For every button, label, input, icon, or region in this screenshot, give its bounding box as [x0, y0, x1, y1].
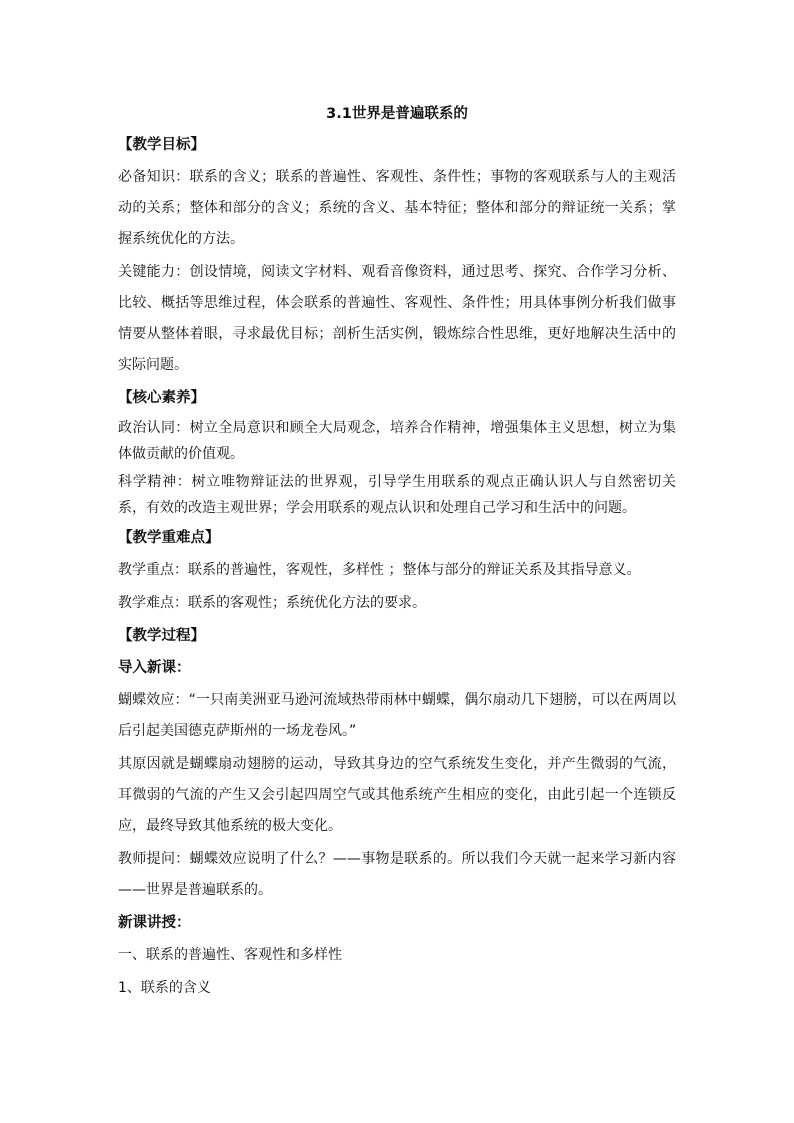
subheading-intro: 导入新课：	[118, 660, 191, 676]
paragraph-political: 政治认同：树立全局意识和顾全大局观念，培养合作精神，增强集体主义思想，树立为集体做贡献的价值观。	[118, 420, 676, 462]
paragraph-ability: 关键能力：创设情境，阅读文字材料、观看音像资料，通过思考、探究、合作学习分析、比较、概括等思维过程，体会联系的普遍性、客观性、条件性；用具体事例分析我们做事情要从整体着眼，寻求最优目标；剖析生活实例，锻炼综合性思维，更好地解决生活中的实际问题。	[118, 264, 676, 373]
paragraph-question: 教师提问：蝴蝶效应说明了什么？——事物是联系的。所以我们今天就一起来学习新内容——世界是普遍联系的。	[118, 851, 676, 898]
paragraph-difficulty: 教学难点：联系的客观性；系统优化方法的要求。	[118, 595, 426, 611]
paragraph-knowledge: 必备知识：联系的含义；联系的普遍性、客观性、条件性；事物的客观联系与人的主观活动的关系；整体和部分的含义；系统的含义、基本特征；整体和部分的辩证统一关系；掌握系统优化的方法。	[118, 169, 676, 247]
section-heading-literacy: 【核心素养】	[118, 390, 205, 406]
subheading-new-lesson: 新课讲授：	[118, 915, 191, 931]
section-heading-goals: 【教学目标】	[118, 137, 205, 153]
document-content	[118, 100, 676, 1006]
item-one-title: 1、联系的含义	[118, 980, 211, 996]
page-title: 3.1世界是普遍联系的	[326, 106, 468, 122]
paragraph-explain: 其原因就是蝴蝶扇动翅膀的运动，导致其身边的空气系统发生变化，并产生微弱的气流，耳微弱的气流的产生又会引起四周空气或其他系统产生相应的变化，由此引起一个连锁反应，最终导致其他系统的极大变化。	[118, 756, 676, 834]
section-heading-process: 【教学过程】	[118, 628, 205, 644]
paragraph-focus: 教学重点：联系的普遍性，客观性，多样性 ；整体与部分的辩证关系及其指导意义。	[118, 562, 641, 578]
section-one-title: 一、联系的普遍性、客观性和多样性	[118, 947, 342, 963]
paragraph-butterfly: 蝴蝶效应：“一只南美洲亚马逊河流域热带雨林中蝴蝶，偶尔扇动几下翅膀，可以在两周以后引起美国德克萨斯州的一场龙卷风。”	[118, 692, 676, 739]
paragraph-science: 科学精神：树立唯物辩证法的世界观，引导学生用联系的观点正确认识人与自然密切关系，有效的改造主观世界；学会用联系的观点认识和处理自己学习和生活中的问题。	[118, 474, 676, 516]
section-heading-key-points: 【教学重难点】	[118, 530, 220, 546]
